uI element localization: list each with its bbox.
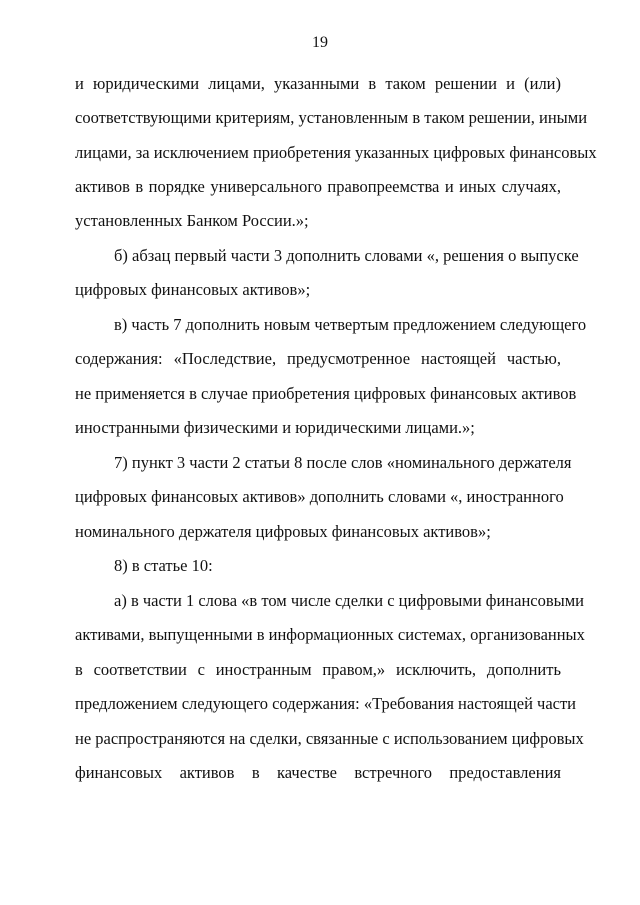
text-line: активами, выпущенными в информационных системах, организованных xyxy=(75,625,585,644)
text-line: соответствующими критериям, установленным в таком решении, иными xyxy=(75,108,588,127)
text-line: предложением следующего содержания: «Требования настоящей части xyxy=(75,694,577,713)
text-line: лицами, за исключением приобретения указанных цифровых финансовых xyxy=(75,143,597,162)
page-number: 19 xyxy=(312,34,328,51)
text-line: в соответствии с иностранным правом,» исключить, дополнить xyxy=(75,660,561,679)
text-line: содержания: «Последствие, предусмотренное настоящей частью, xyxy=(75,349,561,368)
text-line: иностранными физическими и юридическими лицами.»; xyxy=(75,418,475,437)
text-line: и юридическими лицами, указанными в таком решении и (или) xyxy=(75,74,561,93)
text-line: активов в порядке универсального правопреемства и иных случаях, xyxy=(75,177,561,196)
text-line: б) абзац первый части 3 дополнить словами «, решения о выпуске xyxy=(114,246,579,265)
text-line: установленных Банком России.»; xyxy=(75,211,309,230)
text-line: не распространяются на сделки, связанные с использованием цифровых xyxy=(75,729,584,748)
text-line: 7) пункт 3 части 2 статьи 8 после слов «номинального держателя xyxy=(114,453,572,472)
text-line: а) в части 1 слова «в том числе сделки с цифровыми финансовыми xyxy=(114,591,585,610)
text-line: цифровых финансовых активов»; xyxy=(75,280,311,299)
text-line: номинального держателя цифровых финансовых активов»; xyxy=(75,522,491,541)
text-line: не применяется в случае приобретения цифровых финансовых активов xyxy=(75,384,577,403)
text-line: в) часть 7 дополнить новым четвертым предложением следующего xyxy=(114,315,587,334)
text-line: финансовых активов в качестве встречного предоставления xyxy=(75,763,561,782)
text-line: цифровых финансовых активов» дополнить словами «, иностранного xyxy=(75,487,564,506)
text-line: 8) в статье 10: xyxy=(114,556,213,575)
